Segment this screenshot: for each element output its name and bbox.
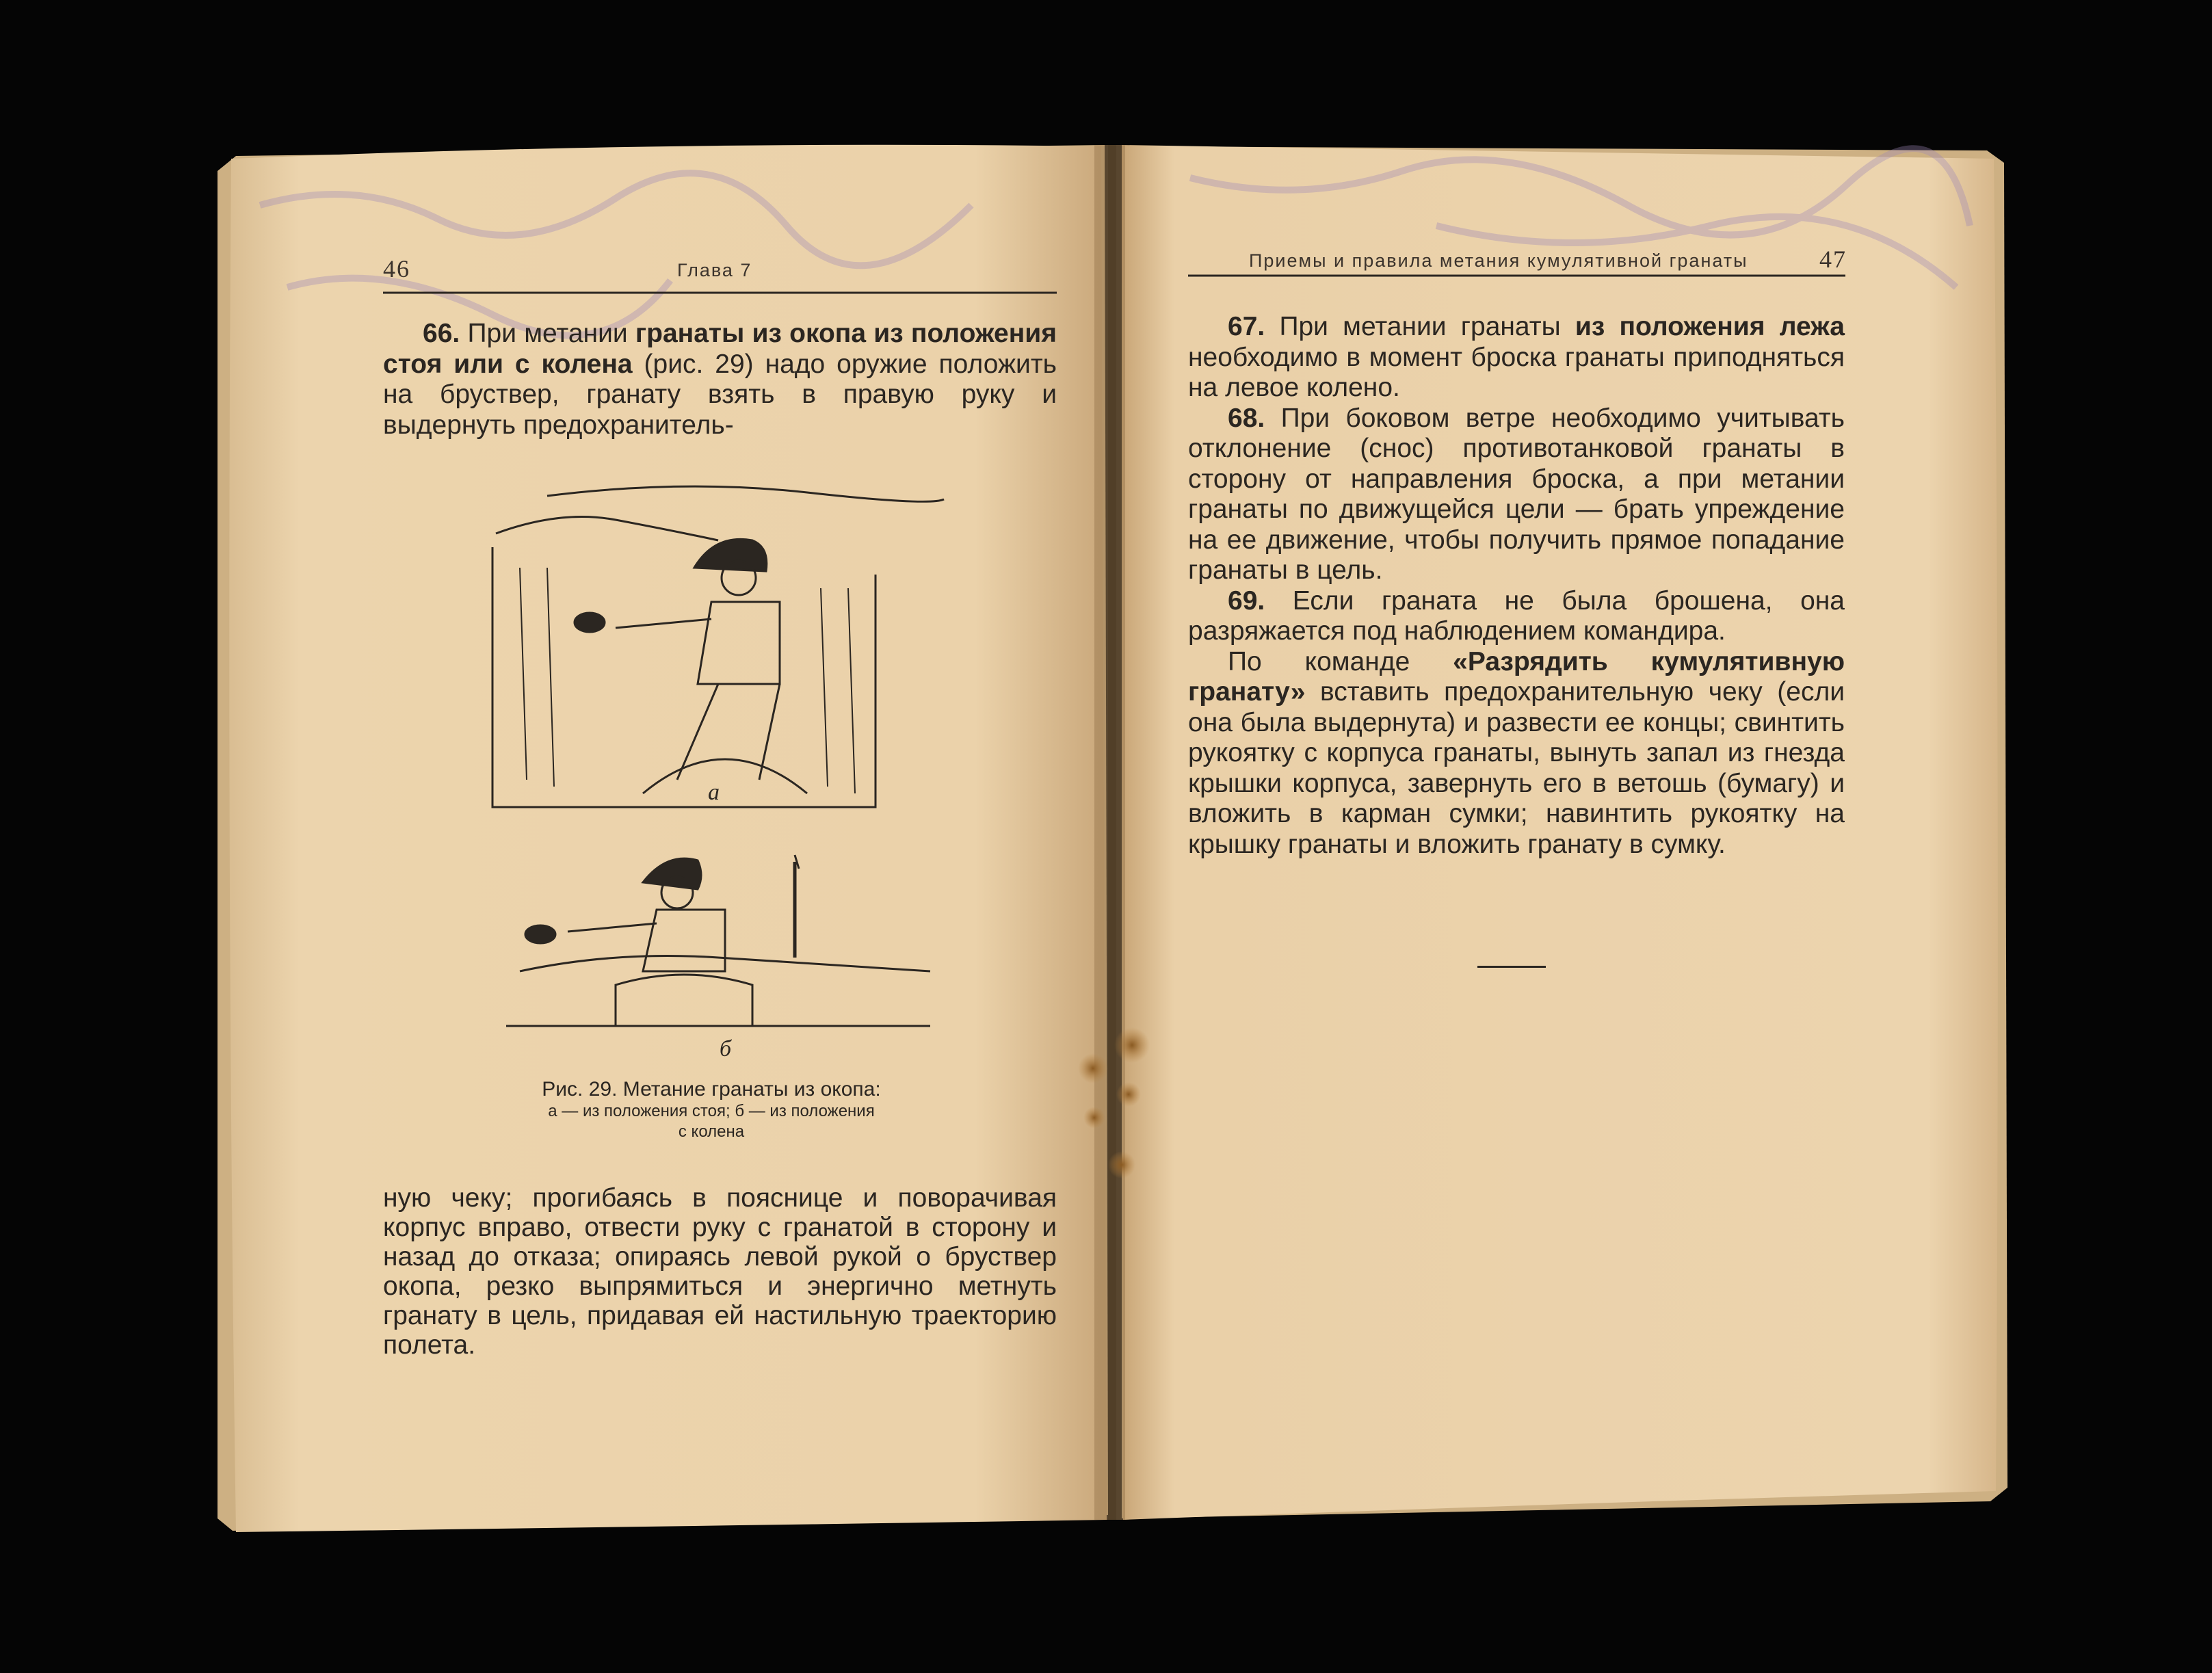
- right-paragraphs: [1188, 312, 1845, 860]
- para-70-bold: «Разрядить кумулятивную гранату»: [1188, 646, 1845, 707]
- para-69-text: Если граната не была брошена, она разряжается под наблюдением командира.: [1188, 585, 1845, 646]
- para-67-text-1: При метании гранаты: [1279, 312, 1561, 341]
- end-rule: [1477, 966, 1546, 968]
- para-66-bold: гранаты из окопа из положения стоя или с колена: [383, 319, 1057, 379]
- para-67-number: 67.: [1228, 312, 1265, 341]
- para-68-text: При боковом ветре необходимо учитывать отклонение (снос) противотанковой гранаты в сторону от направления броска, а при метании гранаты по движущейся цели — брать упреждение на ее движение, чтобы получить прямое попадание гранаты в цель.: [1188, 403, 1845, 585]
- figure-label-a: а: [708, 780, 720, 805]
- para-70-text-2: вставить предохранительную чеку (если она была выдернута) и развести ее концы; свинтить рукоятку с корпуса гранаты, вынуть запал из гнезда крышки корпуса, завернуть его в ветошь (бумагу) и вложить в карман сумки; навинтить рукоятку на крышку гранаты и вложить гранату в сумку.: [1188, 677, 1845, 859]
- para-70-text-1: По команде: [1228, 646, 1410, 676]
- left-para-66: [383, 319, 1057, 440]
- caption-title: Рис. 29. Метание гранаты из окопа:: [542, 1078, 881, 1101]
- para-67-bold: из положения лежа: [1575, 312, 1845, 341]
- para-66-text-2: (рис. 29) надо оружие положить на бруствер, гранату взять в правую руку и выдернуть предохранитель-: [383, 349, 1057, 440]
- figure-caption: [438, 1078, 985, 1142]
- para-68-number: 68.: [1228, 403, 1265, 433]
- left-page-number: 46: [383, 255, 410, 282]
- para-69-number: 69.: [1228, 585, 1265, 616]
- caption-sub-1: а — из положения стоя; б — из положения: [548, 1102, 875, 1120]
- left-running-head: Глава 7: [677, 260, 752, 280]
- left-continuation: ную чеку; прогибаясь в пояснице и поворачивая корпус вправо, отвести руку с гранатой в сторону и назад до отказа; опираясь левой рукой о бруствер окопа, резко выпрямиться и энергично метнуть гранату в цель, придавая ей настильную траекторию полета.: [383, 1183, 1057, 1360]
- para-66-number: 66.: [423, 319, 460, 348]
- figure-label-b: б: [720, 1036, 732, 1062]
- para-67-text-2: необходимо в момент броска гранаты приподняться на левое колено.: [1188, 342, 1845, 402]
- right-running-head: Приемы и правила метания кумулятивной гранаты: [1249, 250, 1748, 271]
- right-page-number: 47: [1819, 246, 1847, 273]
- para-66-text-1: При метании: [467, 319, 628, 348]
- caption-sub-2: с колена: [678, 1122, 745, 1141]
